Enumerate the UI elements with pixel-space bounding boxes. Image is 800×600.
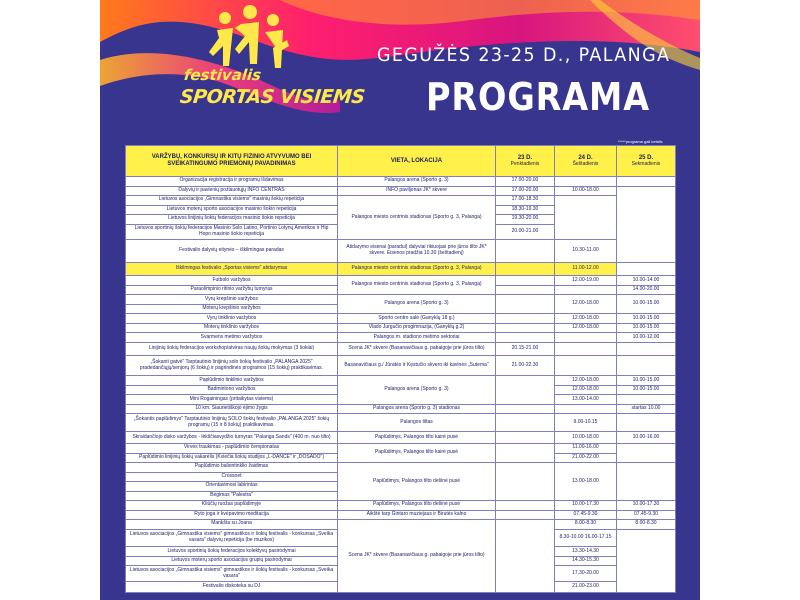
location-cell: Basanavičiaus g./ Jūratės ir Kęstučio skvero iki kavinės „Sutema" [338, 356, 496, 376]
location-cell: Palangos arena (Sporto g. 3) stadionas [338, 404, 496, 414]
time-cell: 12.00-18.00 [555, 323, 617, 333]
time-cell [496, 463, 555, 501]
time-cell: 10.00-15.00 [617, 295, 676, 314]
event-cell: Paplūdimio tinklinio varžybos [126, 376, 338, 386]
time-cell [617, 444, 676, 463]
time-cell [496, 276, 555, 286]
location-cell: Palangos arena (Sporto g. 3) [338, 376, 496, 405]
event-cell: Iškilmingas festivalio „Sportas visiems" atidarymas [126, 262, 338, 276]
event-cell: „Šokanti gatvė" Tarptautinio linijinių solo šokių festivalio „PALANGA 2025" pradedančiųjų/senjorų (6 šokių) ir pagrindinės programos (15 šokių) praktikavimas. [126, 356, 338, 376]
table-row [126, 196, 676, 206]
time-cell [555, 404, 617, 414]
event-cell: Linijinių šokių federacijos workshop/atviras naujų šokių mokymas (3 šokiai) [126, 342, 338, 356]
event-cell: Moterų krepšinio varžybos [126, 304, 338, 314]
time-cell [496, 262, 555, 276]
location-cell: Scena JK* skvere (Basanavičiaus g. pabaigoje prie jūros tilto) [338, 342, 496, 356]
table-row [126, 177, 676, 187]
event-cell: Lietuvos asociacijos „Gimnastika visiems" gimnastikos ir šokių festivalis - konkursas „Sveika vasara" [126, 566, 338, 582]
time-cell [555, 333, 617, 343]
event-cell: Lietuvos moterų sporto asociacijos masinio šokio repeticija [126, 205, 338, 215]
event-cell: Bėgimas "Palestra" [126, 491, 338, 501]
table-row [126, 463, 676, 473]
location-cell: Sporto centro salė (Ganyklų 18 g.) [338, 314, 496, 324]
table-row [126, 323, 676, 333]
time-cell: 21.00-23.00 [555, 582, 617, 593]
time-cell: 20.15-21.00 [496, 342, 555, 356]
time-cell: 17.30-20.00 [555, 566, 617, 582]
location-cell: Atidarymo eisenai (paradui) dalyviai rikiuojasi prie jūros tilto JK* skvere. Eisenos pradžia 10.30 (šeštadienį) [338, 240, 496, 262]
time-cell: 10.00-15.00 [617, 323, 676, 333]
event-cell: Lietuvos linijinių šokių federacijos masinio šokio repeticija [126, 215, 338, 225]
time-cell [617, 342, 676, 356]
time-cell: 10.00-15.00 [617, 314, 676, 324]
table-row [126, 520, 676, 530]
event-cell: Festivalio dalyvių eitynės – iškilmingas paradas [126, 240, 338, 262]
table-row [126, 501, 676, 511]
header-day-24: 24 D. Šeštadienis [555, 146, 617, 177]
time-cell [617, 262, 676, 276]
time-cell [617, 414, 676, 432]
table-header-row [126, 146, 676, 177]
event-cell: Badmintono varžybos [126, 385, 338, 395]
event-cell: Paraolimpinio ritinio varžybų turnyras [126, 285, 338, 295]
festival-word: festivalis [183, 66, 263, 84]
event-cell: Futbolo varžybos [126, 276, 338, 286]
time-cell [496, 333, 555, 343]
time-cell [555, 356, 617, 376]
event-cell: Paplūdimio baliontinklio žaidimas [126, 463, 338, 473]
table-row [126, 314, 676, 324]
time-cell: 07.45-9.30 [555, 510, 617, 520]
event-cell: Lietuvos sportinių šokių federacijos Masinio Solo Latino, Portinio Lotynų Amerikos ir Hip Hopo masinio šokio repeticija [126, 224, 338, 240]
table-row [126, 240, 676, 262]
event-cell: Moterų tinklinio varžybos [126, 323, 338, 333]
time-cell [496, 240, 555, 262]
time-cell [617, 356, 676, 376]
event-cell: Virvės traukimas - paplūdimio čempionatas [126, 444, 338, 454]
location-cell: Palangos miesto centrinis stadionas (Sporto g. 3, Palanga) [338, 276, 496, 295]
time-cell: 10.00-18.00 [555, 432, 617, 444]
event-cell: Lietuvos moterų sporto asociacijos grupių pasirodymai [126, 556, 338, 566]
time-cell: 14.00-20.00 [617, 285, 676, 295]
time-cell: 10.00-12.00 [617, 333, 676, 343]
time-cell: 12.00-18.00 [555, 376, 617, 386]
time-cell [617, 463, 676, 501]
location-cell: Scena JK* skvere (Basanavičiaus g. pabaigoje prie jūros tilto) [338, 520, 496, 593]
event-cell: Vyrų krepšinio varžybos [126, 295, 338, 305]
time-cell: 11.00-16.00 [555, 444, 617, 454]
table-row [126, 376, 676, 386]
time-cell: 10.00-17.30 [617, 501, 676, 511]
header-day-25: 25 D. Sekmadienis [617, 146, 676, 177]
location-cell: Paplūdimys, Palangos tilto kairė pusė [338, 432, 496, 444]
location-cell: Palangos miesto centrinis stadionas (Sporto g. 3, Palanga) [338, 196, 496, 240]
event-cell: Crossnet [126, 472, 338, 482]
location-cell: Paplūdimys, Palangos tilto kairė pusė [338, 444, 496, 463]
event-cell: 10 km. Šiaurietiškojo ėjimo žygis [126, 404, 338, 414]
time-cell [496, 510, 555, 520]
table-row [126, 333, 676, 343]
table-row [126, 432, 676, 444]
event-cell: Orientavimosi labirintas [126, 482, 338, 492]
time-cell [496, 501, 555, 511]
event-cell: Lietuvos sportinių šokių federacijos kolektyvų pasirodymai [126, 547, 338, 557]
table-row [126, 444, 676, 454]
time-cell [496, 444, 555, 463]
time-cell [555, 285, 617, 295]
time-cell: 13.00-18.00 [555, 463, 617, 501]
time-cell: 12.00-18.00 [555, 314, 617, 324]
time-cell: 12.00-18.00 [555, 295, 617, 314]
poster [100, 0, 700, 600]
event-cell: Mini Rogainingas (pritaikytas visiems) [126, 395, 338, 405]
time-cell [555, 196, 617, 240]
location-cell: Palangos tiltas [338, 414, 496, 432]
table-row [126, 404, 676, 414]
event-cell: Mankšta su Joana [126, 520, 338, 530]
time-cell: 07.45-9.30 [617, 510, 676, 520]
time-cell [555, 177, 617, 187]
time-cell: 13.00-14.00 [555, 395, 617, 405]
table-row [126, 414, 676, 432]
time-cell: 8.00-8.30 [555, 520, 617, 530]
table-row [126, 262, 676, 276]
time-cell [496, 376, 555, 405]
location-cell: Palangos arena (Sporto g. 3) [338, 177, 496, 187]
time-cell [496, 414, 555, 432]
brand-name: SPORTAS VISIEMS [178, 86, 366, 108]
time-cell: 10.00-15.00 [617, 376, 676, 386]
event-cell: Dalyvių ir pavienių pożiauotųjų INFO CENTRAS [126, 186, 338, 196]
location-cell: Paplūdimys, Palangos tilto dešinė pusė [338, 463, 496, 501]
time-cell: 13.30-14.30 [555, 547, 617, 557]
location-cell: Aikštė tarp Gintaro muziejaus ir Birutės kalno [338, 510, 496, 520]
location-cell: Palangos miesto centrinis stadionas (Sporto g. 3, Palanga) [338, 262, 496, 276]
time-cell: 10.00-18.00 [555, 186, 617, 196]
table-row [126, 342, 676, 356]
event-cell: „Šokantis paplūdimys" Tarptautinio linijinių SOLO šokių festivalio „PALANGA 2025" šokių programų (15 ir 8 šokių) praktikavimas. [126, 414, 338, 432]
location-cell: Paplūdimys, Palangos tilto dešinė pusė [338, 501, 496, 511]
time-cell: 10.00-15.00 [617, 385, 676, 395]
table-row [126, 510, 676, 520]
time-cell: 14.30-15.30 [555, 556, 617, 566]
time-cell: 12.00-18.00 [555, 385, 617, 395]
time-cell [496, 404, 555, 414]
time-cell: 21.00-22.30 [496, 356, 555, 376]
time-cell [496, 520, 555, 593]
table-row [126, 295, 676, 305]
time-cell: 17.00-20.00 [496, 177, 555, 187]
time-cell: 10.00-14.00 [617, 276, 676, 286]
time-cell [617, 529, 676, 592]
time-cell: 17.00-18.30 [496, 196, 555, 206]
time-cell [496, 295, 555, 314]
time-cell: 10.00-17.30 [555, 501, 617, 511]
location-cell: Palangos arena (Sporto g. 3) [338, 295, 496, 314]
time-cell: 8.00-8.30 [617, 520, 676, 530]
time-cell: 12.00-19.00 [555, 276, 617, 286]
time-cell: 18.30-19.30 [496, 205, 555, 215]
time-cell: 9.00-10.15 [555, 414, 617, 432]
time-cell: 8.30-10.00 16.00-17.15 [555, 529, 617, 547]
event-cell: Kliūčių ruožas paplūdimyje [126, 501, 338, 511]
time-cell [496, 314, 555, 324]
header-day-23: 23 D. Penktadienis [496, 146, 555, 177]
schedule-table [125, 145, 676, 593]
event-cell: Paplūdimio linijinių šokių vakarėlis (Kviečia šokių studijos „L-DANCE" ir „DOSADO") [126, 453, 338, 463]
time-cell: 20.00-21.00 [496, 224, 555, 240]
event-cell: Svarmens metimo varžybos [126, 333, 338, 343]
event-cell: Skraidančiojo disko varžybos - lėkščiasvydžio turnyras "Palanga Sands" (400 m. nuo tilto) [126, 432, 338, 444]
time-cell: 19.30-20.00 [496, 215, 555, 225]
time-cell: 11.00-12.00 [555, 262, 617, 276]
time-cell [555, 342, 617, 356]
time-cell: 10.00-16.00 [617, 432, 676, 444]
table-row [126, 356, 676, 376]
table-row [126, 276, 676, 286]
time-cell [617, 186, 676, 262]
header-event: VARŽYBŲ, KONKURSŲ IR KITŲ FIZINIO ATVYVUMO BEI SVEIKATINGUMO PRIEMONIŲ PAVADINIMAS [126, 146, 338, 177]
time-cell: 21.00-22.00 [555, 453, 617, 463]
table-row [126, 186, 676, 196]
page-title: PROGRAMA [426, 75, 650, 119]
event-cell: Lietuvos asociacijos „Gimnastika visiems" gimnastikos ir šokių festivalis - konkursas „Sveika vasara" dalyvių repeticija (be muzikos) [126, 529, 338, 547]
event-dates: GEGUŽĖS 23-25 D., PALANGA [377, 44, 671, 66]
time-cell [496, 432, 555, 444]
time-cell [496, 323, 555, 333]
time-cell: 17.00-20.00 [496, 186, 555, 196]
header-location: VIETA, LOKACIJA [338, 146, 496, 177]
location-cell: Vlado Jurgučio progimnazija, (Ganyklų g.2) [338, 323, 496, 333]
event-cell: Festivalio diskoteka su DJ [126, 582, 338, 593]
event-cell: Vyrų tinklinio varžybos [126, 314, 338, 324]
time-cell: 10.30-11.00 [555, 240, 617, 262]
location-cell: Palangos m. stadiono metimo sektoriai [338, 333, 496, 343]
festival-logo-figures [195, 4, 295, 74]
location-cell: INFO paviljonas JK* skvere [338, 186, 496, 196]
time-cell [617, 177, 676, 187]
event-cell: Organizacija registracija ir programų išdavimas [126, 177, 338, 187]
time-cell [617, 395, 676, 405]
time-cell: startas 10.00 [617, 404, 676, 414]
change-note: *****programa gali keistis [618, 139, 663, 144]
time-cell [496, 285, 555, 295]
event-cell: Lietuvos asociacijos „Gimnastika visiems" masinių šokių repeticija [126, 196, 338, 206]
event-cell: Ryto joga ir kvėpavimo meditacija [126, 510, 338, 520]
